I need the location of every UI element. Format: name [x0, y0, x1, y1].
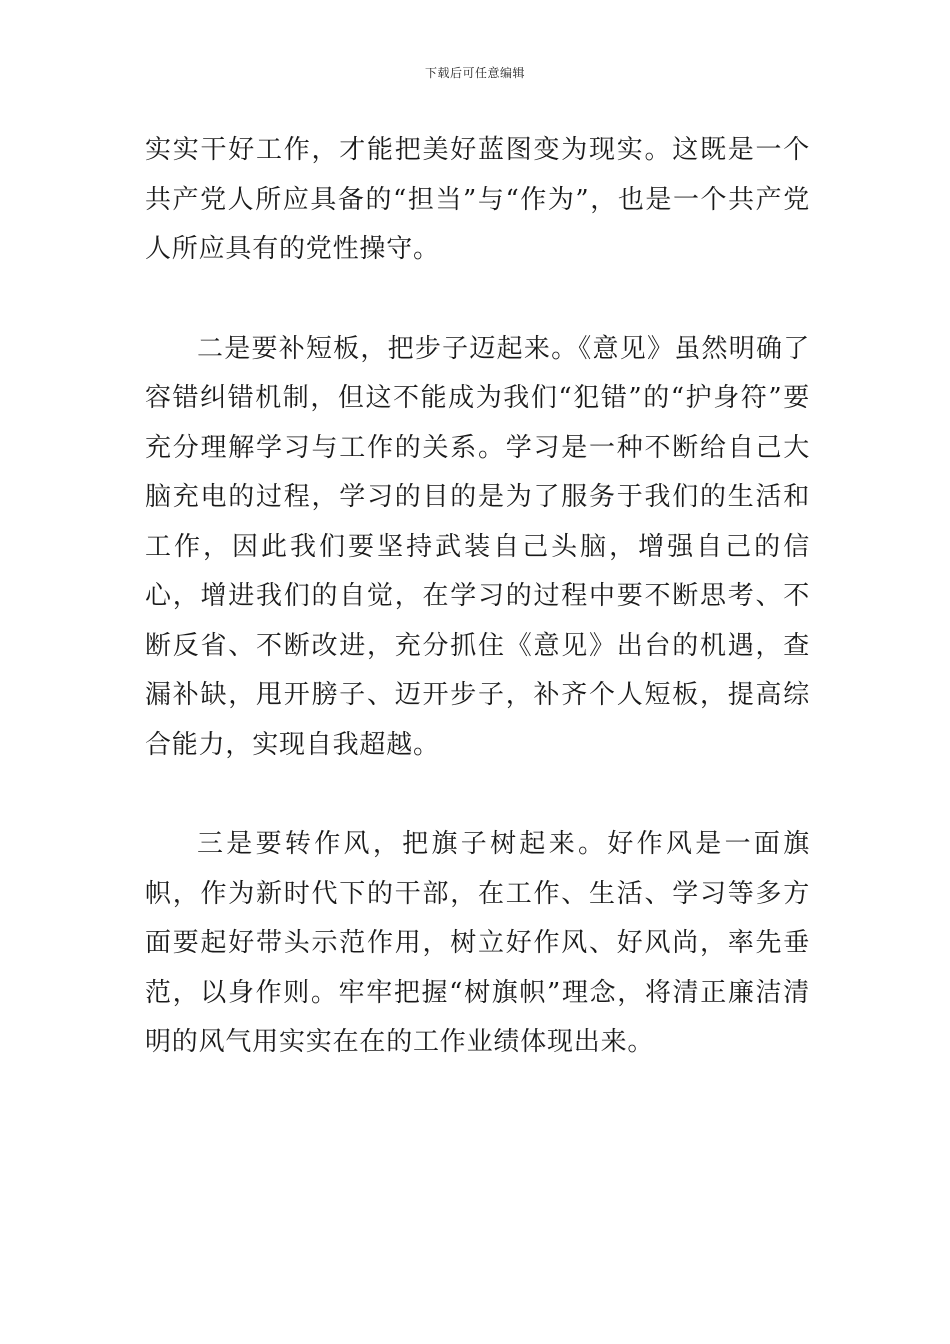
page-header: 下载后可任意编辑 — [424, 66, 525, 80]
document-body — [145, 126, 810, 1068]
paragraph-continuation: 实实干好工作，才能把美好蓝图变为现实。这既是一个共产党人所应具备的“担当”与“作为”，也是一个共产党人所应具有的党性操守。 — [145, 135, 810, 264]
paragraph-section-three: 三是要转作风，把旗子树起来。好作风是一面旗帜，作为新时代下的干部，在工作、生活、学习等多方面要起好带头示范作用，树立好作风、好风尚，率先垂范，以身作则。牢牢把握“树旗帜”理念，将清正廉洁清明的风气用实实在在的工作业绩体现出来。 — [145, 829, 810, 1057]
paragraph-section-two: 二是要补短板，把步子迈起来。《意见》虽然明确了容错纠错机制，但这不能成为我们“犯错”的“护身符”要充分理解学习与工作的关系。学习是一种不断给自己大脑充电的过程，学习的目的是为了服务于我们的生活和工作，因此我们要坚持武装自己头脑，增强自己的信心，增进我们的自觉，在学习的过程中要不断思考、不断反省、不断改进，充分抓住《意见》出台的机遇，查漏补缺，甩开膀子、迈开步子，补齐个人短板，提高综合能力，实现自我超越。 — [145, 333, 810, 760]
